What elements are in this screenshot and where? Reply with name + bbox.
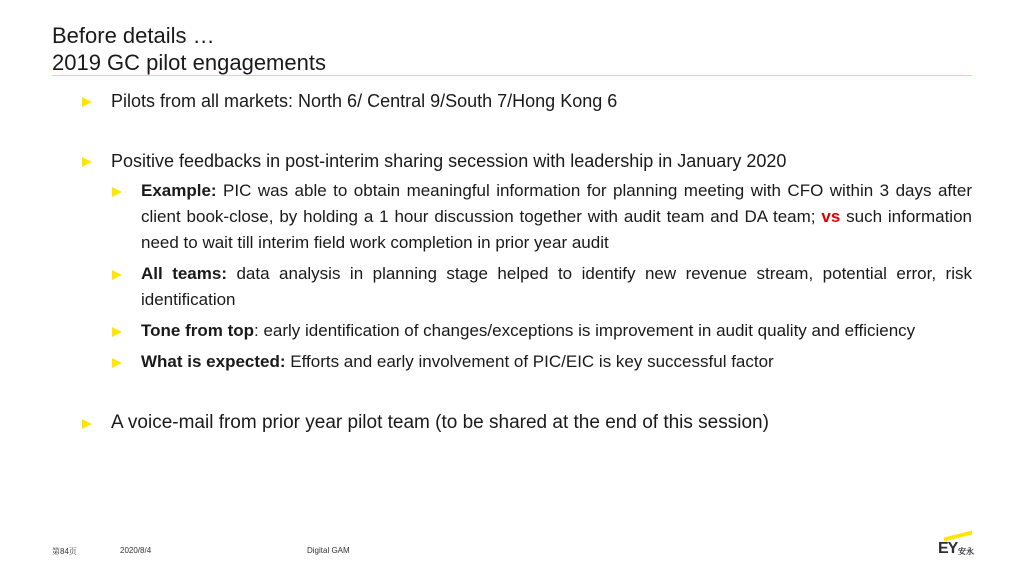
logo-mark: EY [938,540,958,557]
sub-bullet-all-teams [112,261,972,313]
sub-bullet-tone-from-top [112,318,972,344]
slide-title [52,22,326,76]
sub-bullet-text-cont: such information need to wait till interim field work completion in prior year audit [141,207,972,252]
footer-date: 2020/8/4 [120,546,152,555]
sub-bullet-lead: What is expected: [141,352,286,371]
sub-bullet-lead: All teams: [141,264,227,283]
slide-body [82,88,972,436]
bullet-voice-mail [82,410,972,436]
title-line-2: 2019 GC pilot engagements [52,50,326,75]
sub-bullet-emphasis: vs [821,207,841,226]
logo-chinese-text: 安永 [958,547,974,556]
sub-bullet-what-is-expected [112,349,972,375]
sub-bullet-triangle-icon [112,270,122,280]
bullet-triangle-icon [82,97,92,107]
sub-bullet-triangle-icon [112,327,122,337]
bullet-pilots [82,88,972,114]
sub-bullet-text: PIC was able to obtain meaningful information for planning meeting with CFO within 3 days after client book-close, by holding a 1 hour discussion together with audit team and DA team; [141,181,972,226]
sub-bullet-text: : early identification of changes/exceptions is improvement in audit quality and efficiency [254,321,916,340]
bullet-text: A voice-mail from prior year pilot team (to be shared at the end of this session) [111,412,769,433]
footer-page-number: 第84页 [52,547,77,556]
footer-label: Digital GAM [307,546,350,555]
sub-bullet-lead: Example: [141,181,217,200]
ey-logo [936,530,976,562]
sub-bullet-text: Efforts and early involvement of PIC/EIC is key successful factor [285,352,774,371]
sub-bullet-example [112,178,972,256]
bullet-text: Pilots from all markets: North 6/ Central 9/South 7/Hong Kong 6 [111,91,618,111]
sub-bullet-triangle-icon [112,187,122,197]
bullet-text: Positive feedbacks in post-interim sharing secession with leadership in January 2020 [111,151,787,171]
sub-bullet-triangle-icon [112,358,122,368]
title-line-1: Before details … [52,23,215,48]
bullet-triangle-icon [82,419,92,429]
bullet-feedbacks [82,148,972,174]
title-underline [52,75,972,76]
sub-bullet-text: data analysis in planning stage helped to identify new revenue stream, potential error, risk identification [141,264,972,309]
sub-bullet-lead: Tone from top [141,321,254,340]
bullet-triangle-icon [82,157,92,167]
